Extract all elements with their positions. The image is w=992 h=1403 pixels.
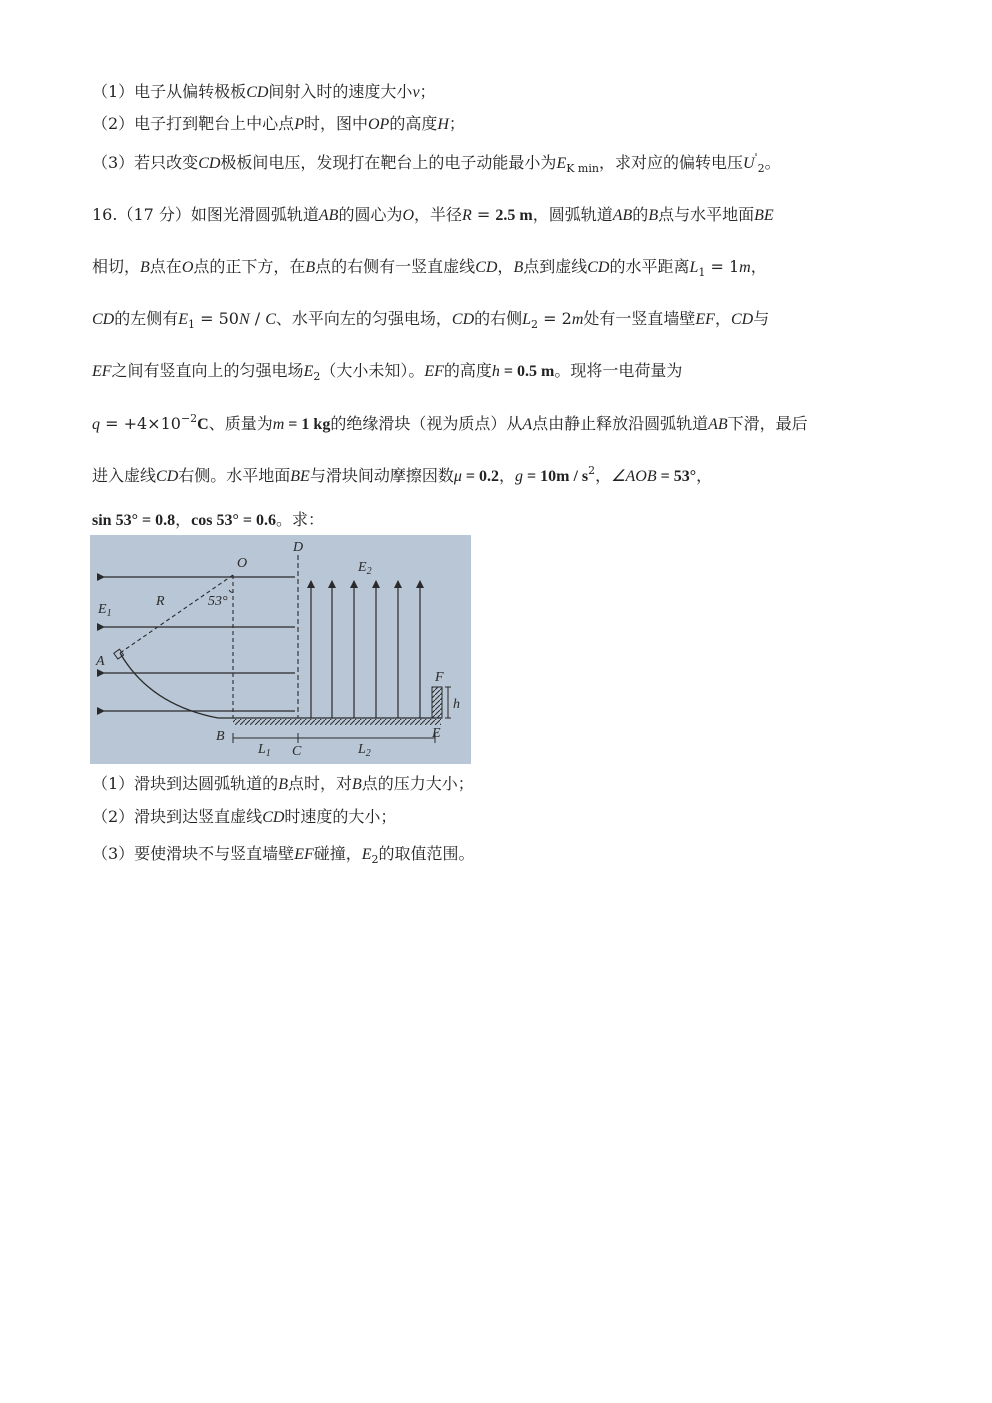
label-r: R xyxy=(156,594,165,609)
problem16-line1: 16.（17 分）如图光滑圆弧轨道AB的圆心为O，半径R = 2.5 m，圆弧轨道AB的B点与水平地面BE xyxy=(92,205,774,224)
problem16-line3: CD的左侧有$E_1 = 50N / C$、水平向左的匀强电场，CD的右侧$L_2 = 2m$处有一竖直墙壁EF，CD与 xyxy=(92,309,770,331)
label-e: E xyxy=(432,726,441,741)
problem16-line4: EF之间有竖直向上的匀强电场$E_2$（大小未知）。EF的高度h = 0.5 m。现将一电荷量为 xyxy=(92,361,683,383)
wall-ef xyxy=(432,687,442,718)
label-e2: $E_2$ xyxy=(358,560,372,577)
label-f: F xyxy=(435,670,444,685)
sub-question-1: （1）滑块到达圆弧轨道的B点时，对B点的压力大小； xyxy=(92,774,474,793)
label-o: O xyxy=(237,556,248,571)
problem16-line5: $q = +4\times 10^{-2}C$、质量为m = 1 kg的绝缘滑块（视为质点）从A点由静止释放沿圆弧轨道AB下滑，最后 xyxy=(92,412,808,433)
sub-question-2: （2）滑块到达竖直虚线CD时速度的大小； xyxy=(92,807,397,826)
oa-dashed-radius xyxy=(120,575,233,653)
problem16-line7: sin 53° = 0.8，cos 53° = 0.6。求： xyxy=(92,510,324,529)
sub-question-3: （3）要使滑块不与竖直墙壁EF碰撞，$E_2$的取值范围。 xyxy=(92,844,475,866)
label-l2: $L_2$ xyxy=(358,742,371,759)
angle-arc xyxy=(229,590,233,592)
diagram-svg xyxy=(90,535,471,764)
e2-field-lines xyxy=(311,581,420,718)
label-angle: 53° xyxy=(208,594,228,609)
label-e1: $E_1$ xyxy=(98,602,112,619)
ground-hatch xyxy=(233,719,441,725)
prev-question-2: （2）电子打到靶台上中心点P时，图中OP的高度H； xyxy=(92,114,465,133)
label-b: B xyxy=(216,729,225,744)
label-d: D xyxy=(293,540,304,555)
label-h: h xyxy=(453,697,460,712)
problem16-line6: 进入虚线CD右侧。水平地面BE与滑块间动摩擦因数μ = 0.2，$g = 10m / s^2$，∠AOB = 53°， xyxy=(92,464,713,485)
prev-question-1: （1）电子从偏转极板CD间射入时的速度大小v； xyxy=(92,82,436,101)
problem16-line2: 相切，B点在O点的正下方，在B点的右侧有一竖直虚线CD，B点到虚线CD的水平距离$L_1 = 1m$， xyxy=(92,257,767,279)
prev-question-3: （3）若只改变CD极板间电压，发现打在靶台上的电子动能最小为$E_{K min}$，求对应的偏转电压$U'_2$。 xyxy=(92,151,781,175)
label-a: A xyxy=(96,654,105,669)
label-c: C xyxy=(292,744,302,759)
arc-track xyxy=(120,653,218,718)
label-l1: $L_1$ xyxy=(258,742,271,759)
physics-diagram xyxy=(90,535,471,764)
